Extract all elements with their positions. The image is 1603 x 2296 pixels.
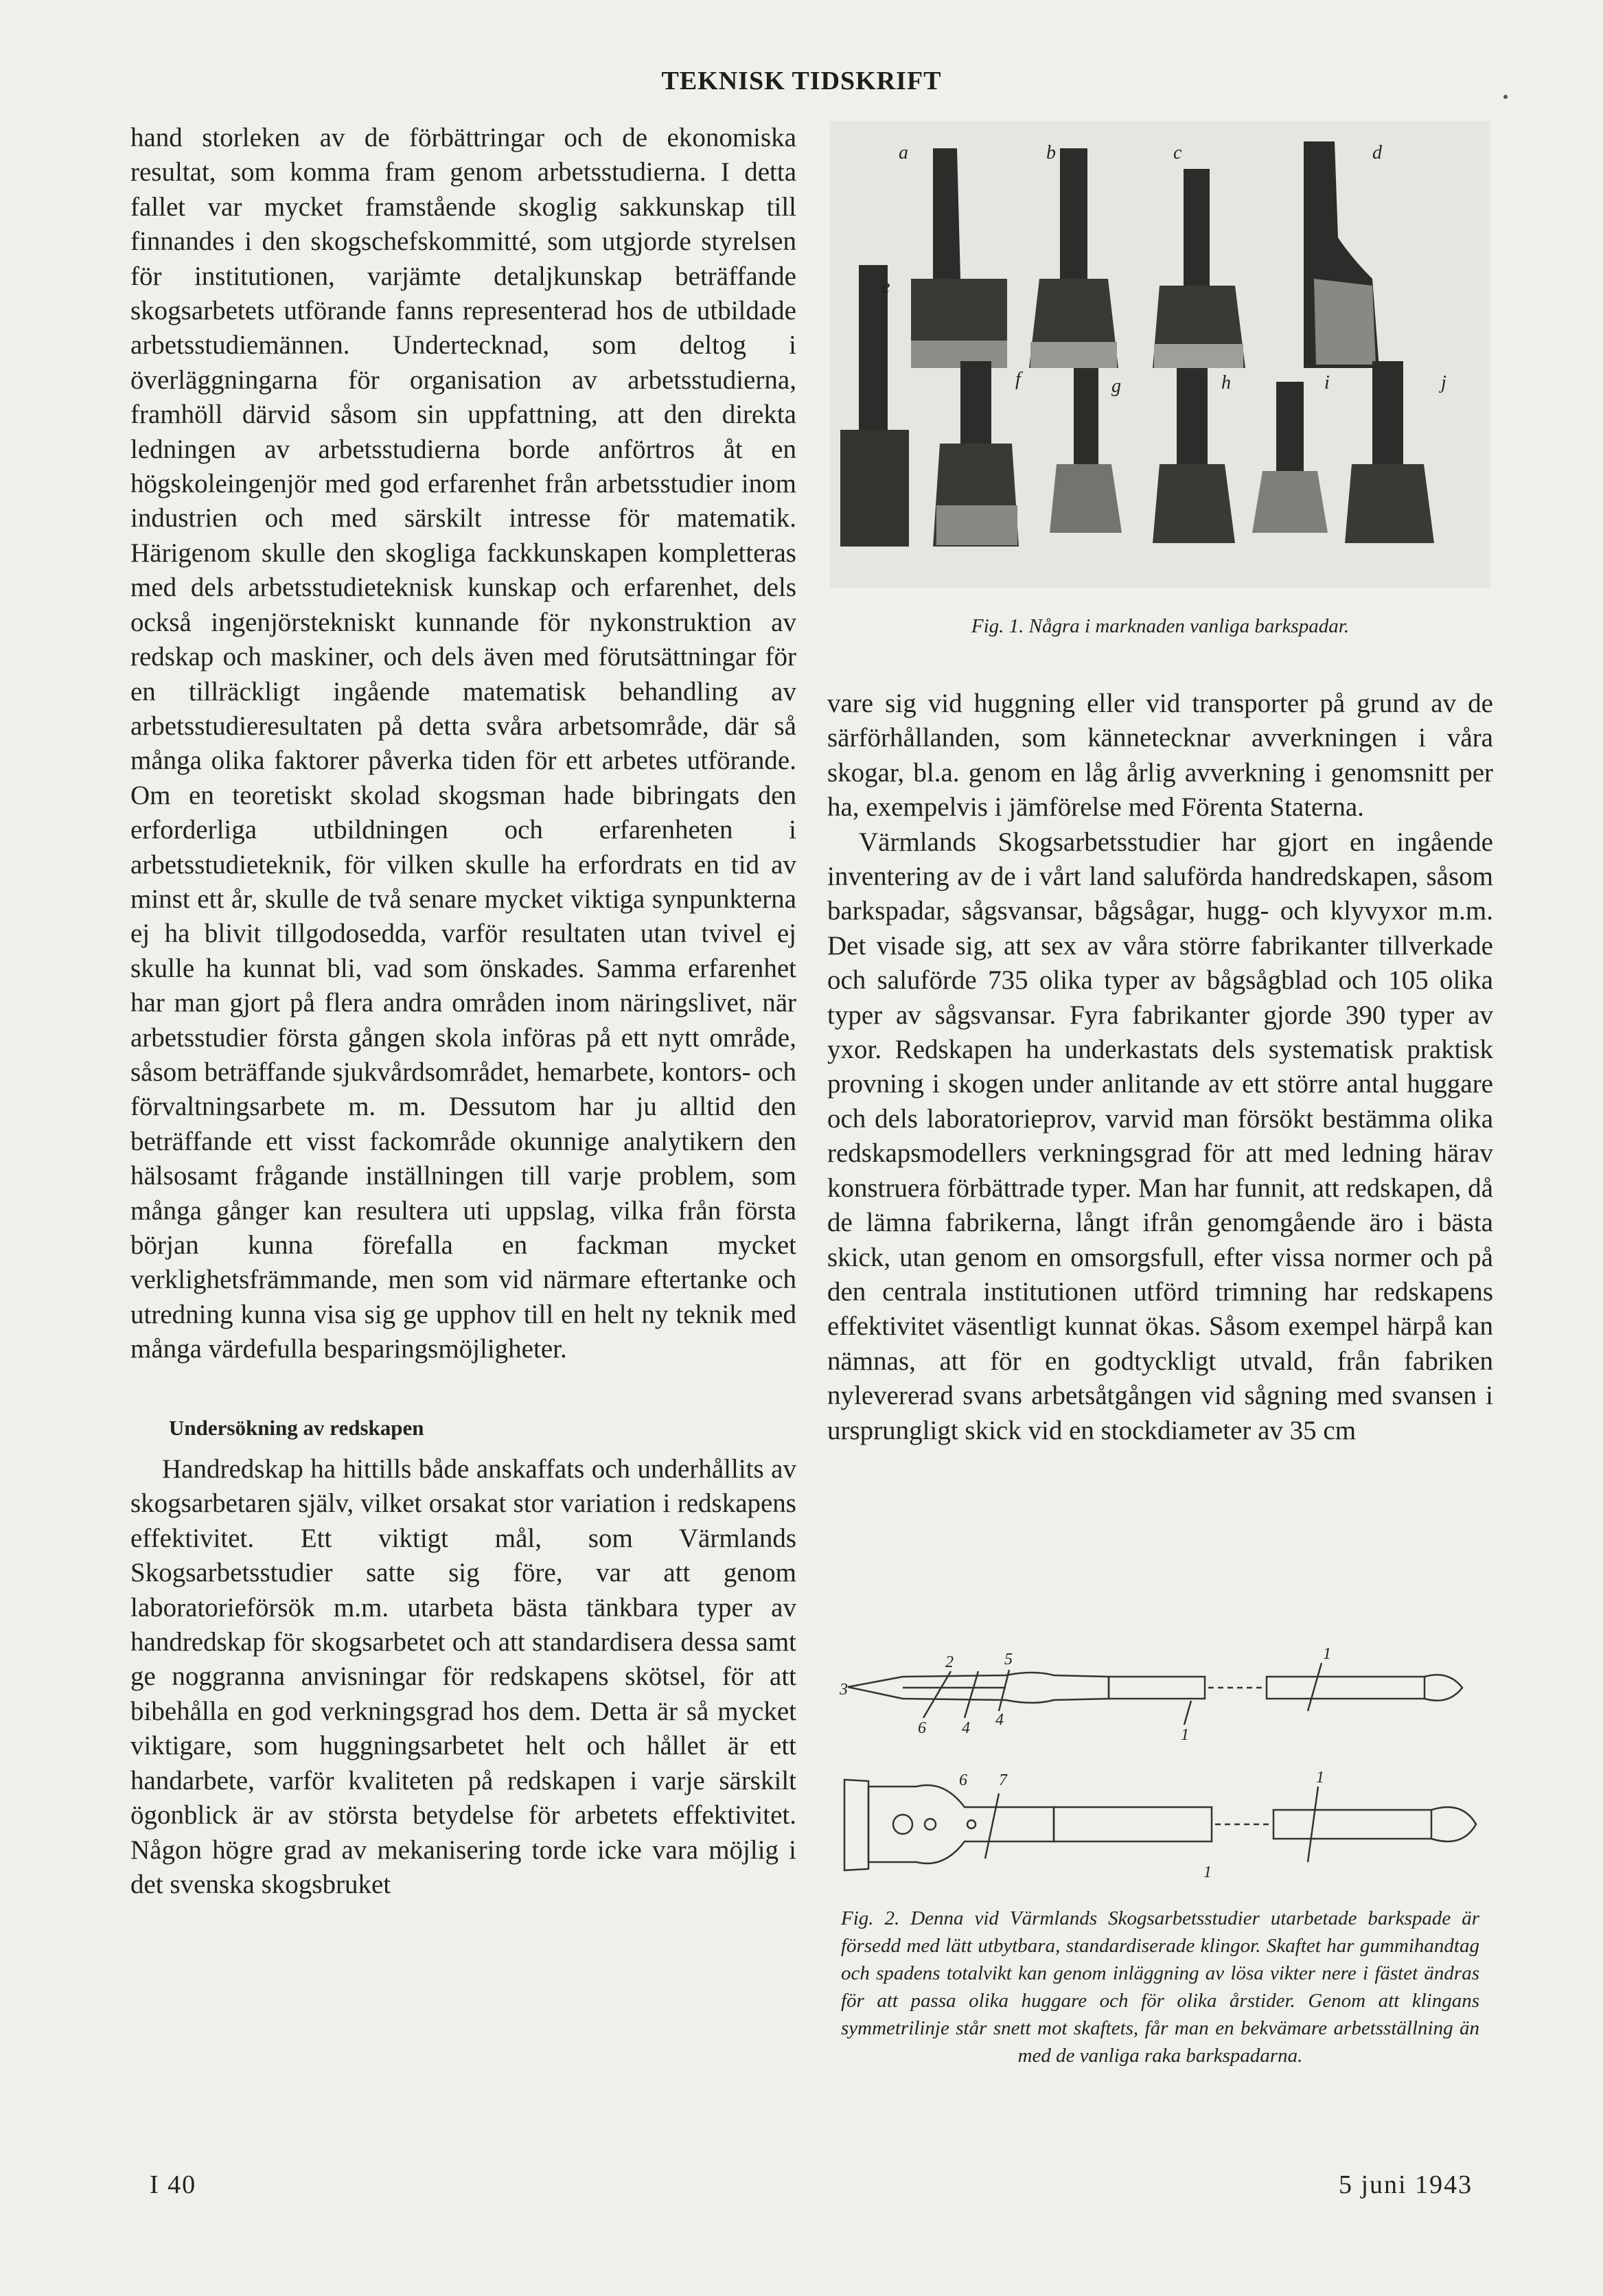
figure-caption: Fig. 1. Några i marknaden vanliga barkspadar. — [971, 615, 1350, 637]
paragraph: hand storleken av de förbättringar och de ekonomiska resultat, som komma fram genom arbetsstudierna. I detta fallet var mycket framstående skoglig sakkunskap till finnandes i den skogschefskommitté, som utgjorde styrelsen för institutionen, varjämte detaljkunskap beträffande skogsarbetets utförande fanns representerad hos de utbildade arbetsstudiemännen. Undertecknad, som deltog i överläggningarna för organisation av arbetsstudierna, framhöll därvid såsom sin uppfattning, att den direkta ledningen av arbetsstudierna borde anförtros åt en högskoleingenjör med god erfarenhet från arbetsstudier inom industrien och med särskilt intresse för matematik. Härigenom skulle den skogliga fackkunskapen kompletteras med dels arbetsstudieteknisk kunskap och erfarenhet, dels också ingenjörstekniskt kunnande för nykonstruktion av redskap och maskiner, och dels även med förutsättningar för en tillräckligt ingående matematisk behandling av arbetsstudieresultaten på detta svåra arbetsområde, där så många olika faktorer påverka tiden för ett arbetes utförande. Om en teoretiskt skolad skogsman hade bibringats den erforderliga utbildningen och erfarenheten i arbetsstudieteknik, för vilken skulle ha erfordrats en tid av minst ett år, skulle de två senare mycket viktiga synpunkterna ej ha blivit tillgodosedda, varför resultaten utan tvivel ej skulle ha kunnat bli, vad som önskades. Samma erfarenhet har man gjort på flera andra områden inom näringslivet, när arbetsstudier första gången skola införas på ett nytt område, såsom beträffande sjukvårdsområdet, hemarbete, kontors- och förvaltningsarbete m. m. Dessutom har ju alltid den beträffande ett visst fackområde okunnige analytikern den hälsosamt frågande inställningen till varje problem, som många gånger kan resultera uti uppslag, vilka från första början kunna förefalla en fackman mycket verklighetsfrämmande, men som vid närmare eftertanke och utredning kunna visa sig ge upphov till en helt ny teknik med många värdefulla besparingsmöjligheter. — [130, 123, 796, 1364]
figure-letter: a — [899, 142, 908, 163]
drawing-label: 5 — [1004, 1651, 1013, 1668]
drawing-label: 1 — [1323, 1645, 1331, 1663]
drawing-label: 1 — [1316, 1769, 1324, 1787]
figure-1 — [827, 121, 1493, 637]
drawing-label: 7 — [999, 1771, 1007, 1789]
paragraph: Handredskap ha hittills både anskaffats och underhållits av skogsarbetaren själv, vilket orsakat stor variation i redskapens effektivitet. Ett viktigt mål, som Värmlands Skogsarbetsstudier satte sig före, var att genom laboratorieförsök m.m. utarbeta bästa tänkbara typer av handredskap för skogsarbetet och att standardisera dessa samt ge noggranna anvisningar för redskapens skötsel, för att bibehålla en god verkningsgrad hos dem. Detta är så mycket viktigare, som huggningsarbetet helt och hållet är ett handarbete, varför kvaliteten på redskapen i varje särskilt ögonblick är av största betydelse för arbetets effektivitet. Någon högre grad av mekanisering torde icke vara möjlig i det svenska skogsbruket — [130, 1454, 796, 1899]
drawing-label: 1 — [1181, 1726, 1189, 1744]
left-column — [130, 121, 796, 1902]
right-column — [827, 687, 1493, 1448]
figure-letter: j — [1441, 372, 1446, 393]
drawing-label: 6 — [918, 1719, 926, 1737]
figure-letter: b — [1046, 142, 1056, 163]
issue-date: 5 juni 1943 — [1339, 2170, 1473, 2199]
section-heading: Undersökning av redskapen — [169, 1415, 424, 1440]
figure-letter: i — [1324, 372, 1330, 393]
figure-letter: e — [881, 276, 890, 297]
figure-letter: c — [1173, 142, 1182, 163]
figure-letter: f — [1015, 369, 1021, 390]
journal-header: TEKNISK TIDSKRIFT — [661, 67, 942, 95]
barkspade-photo — [830, 121, 1490, 588]
drawing-label: 2 — [945, 1653, 954, 1671]
drawing-label: 3 — [840, 1681, 848, 1699]
paragraph: Värmlands Skogsarbetsstudier har gjort en ingående inventering av de i vårt land saluförda handredskapen, såsom barkspadar, sågsvansar, bågsågar, hugg- och klyvyxor m.m. Det visade sig, att sex av våra större fabrikanter tillverkade och saluförde 735 olika typer av bågsågblad och 105 olika typer av sågsvansar. Fyra fabrikanter gjorde 390 typer av yxor. Redskapen ha underkastats dels systematisk praktisk provning i skogen under anlitande av ett större antal huggare och dels laboratorieprov, varvid man försökt bestämma olika redskapsmodellers verkningsgrad för att med ledning härav konstruera förbättrade typer. Man har funnit, att redskapen, då de lämna fabrikerna, långt ifrån genomgående äro i bästa skick, utan genom en omsorgsfull, efter vissa normer och på den centrala institutionen utförd trimning har redskapens effektivitet väsentligt kunnat ökas. Såsom exempel härpå kan nämnas, att för en godtyckligt utvald, från fabriken nylevererad svans arbetsåtgången vid sågning med svansen i ursprungligt skick vid en stockdiameter av 35 cm — [827, 827, 1493, 1445]
drawing-label: 4 — [962, 1719, 970, 1737]
drawing-label: 6 — [959, 1771, 967, 1789]
figure-letter: d — [1372, 142, 1382, 163]
figure-letter: g — [1111, 376, 1121, 397]
barkspade-drawing — [827, 1622, 1493, 1917]
figure-2 — [827, 1622, 1493, 2144]
figure-caption: Fig. 2. Denna vid Värmlands Skogsarbetsstudier utarbetade barkspade är försedd med lätt utbytbara, standardiserade klingor. Skaftet har gummihandtag och spadens totalvikt kan genom inläggning av lösa vikter nere i fästet ändras för att passa olika huggare och för olika årstider. Genom att klingans symmetrilinje står snett mot skaftets, får man en bekvämare arbetsställning än med de vanliga raka barkspadarna. — [841, 1907, 1479, 2067]
drawing-label: 1 — [1203, 1863, 1212, 1881]
page-number: I 40 — [150, 2170, 197, 2199]
drawing-label: 4 — [995, 1711, 1004, 1729]
paragraph: vare sig vid huggning eller vid transporter på grund av de särförhållanden, som kännetecknar avverkningen i våra skogar, bl.a. genom en låg årlig avverkning i genomsnitt per ha, exempelvis i jämförelse med Förenta Staterna. — [827, 689, 1493, 823]
figure-letter: h — [1221, 372, 1231, 393]
